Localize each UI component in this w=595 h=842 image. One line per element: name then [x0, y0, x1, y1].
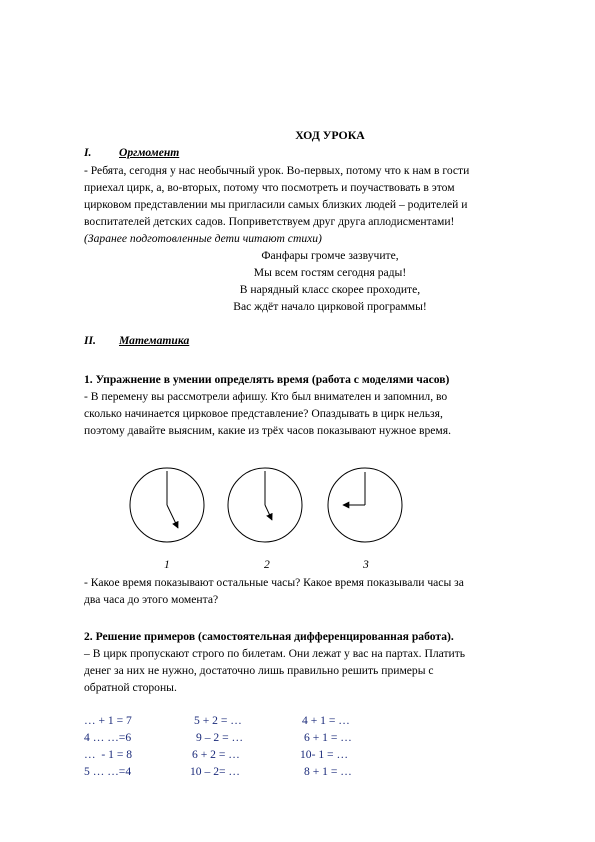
example-item: 10- 1 = …	[300, 748, 349, 761]
poem-line: Мы всем гостям сегодня рады!	[253, 266, 407, 279]
section-number: II.	[84, 334, 96, 347]
task1-question-line: - Какое время показывают остальные часы? Какое время показывали часы за	[84, 576, 464, 589]
intro-line: приехал цирк, а, во-вторых, потому что посмотреть и поучаствовать в этом	[84, 181, 455, 194]
clock-models	[0, 458, 595, 568]
intro-line: цирковом представлении мы пригласили самых близких людей – родителей и	[84, 198, 468, 211]
clock-3	[328, 468, 402, 542]
example-item: 5 + 2 = …	[194, 714, 242, 727]
example-item: 8 + 1 = …	[304, 765, 352, 778]
section-number: I.	[84, 146, 92, 159]
task1-heading: 1. Упражнение в умении определять время (работа с моделями часов)	[84, 373, 450, 386]
clock-label-1: 1	[164, 558, 170, 571]
example-item: 5 … …=4	[84, 765, 132, 778]
example-item: 4 … …=6	[84, 731, 132, 744]
page-title: ХОД УРОКА	[295, 128, 365, 142]
clock-label-3: 3	[363, 558, 369, 571]
clock-label-2: 2	[264, 558, 270, 571]
task2-line: денег за них не нужно, достаточно лишь правильно решить примеры с	[84, 664, 434, 677]
example-item: … + 1 = 7	[84, 714, 132, 727]
task2-line: обратной стороны.	[84, 681, 177, 694]
example-item: 4 + 1 = …	[302, 714, 350, 727]
example-item: 6 + 1 = …	[304, 731, 352, 744]
intro-line: воспитателей детских садов. Поприветствуем друг друга аплодисментами!	[84, 215, 455, 228]
stage-note: (Заранее подготовленные дети читают стихи)	[84, 232, 322, 245]
poem-line: Фанфары громче зазвучите,	[261, 249, 399, 262]
section-heading-2	[84, 334, 189, 348]
intro-line: - Ребята, сегодня у нас необычный урок. Во-первых, потому что к нам в гости	[84, 164, 470, 177]
task1-line: поэтому давайте выясним, какие из трёх часов показывают нужное время.	[84, 424, 452, 437]
task2-heading: 2. Решение примеров (самостоятельная дифференцированная работа).	[84, 630, 454, 643]
task2-line: – В цирк пропускают строго по билетам. Они лежат у вас на партах. Платить	[84, 647, 466, 660]
clock-1	[130, 468, 204, 542]
poem-line: В нарядный класс скорее проходите,	[239, 283, 421, 296]
poem-line: Вас ждёт начало цирковой программы!	[233, 300, 427, 313]
example-item: 9 – 2 = …	[196, 731, 244, 744]
clock-2	[228, 468, 302, 542]
task1-line: сколько начинается цирковое представление? Опаздывать в цирк нельзя,	[84, 407, 443, 420]
task1-question-line: два часа до этого момента?	[84, 593, 219, 606]
section-title: Математика	[119, 334, 190, 347]
example-item: … - 1 = 8	[84, 748, 133, 761]
section-title: Оргмомент	[119, 146, 180, 159]
example-item: 10 – 2= …	[190, 765, 241, 778]
example-item: 6 + 2 = …	[192, 748, 240, 761]
section-heading-1	[84, 146, 179, 160]
task1-line: - В перемену вы рассмотрели афишу. Кто был внимателен и запомнил, во	[84, 390, 448, 403]
